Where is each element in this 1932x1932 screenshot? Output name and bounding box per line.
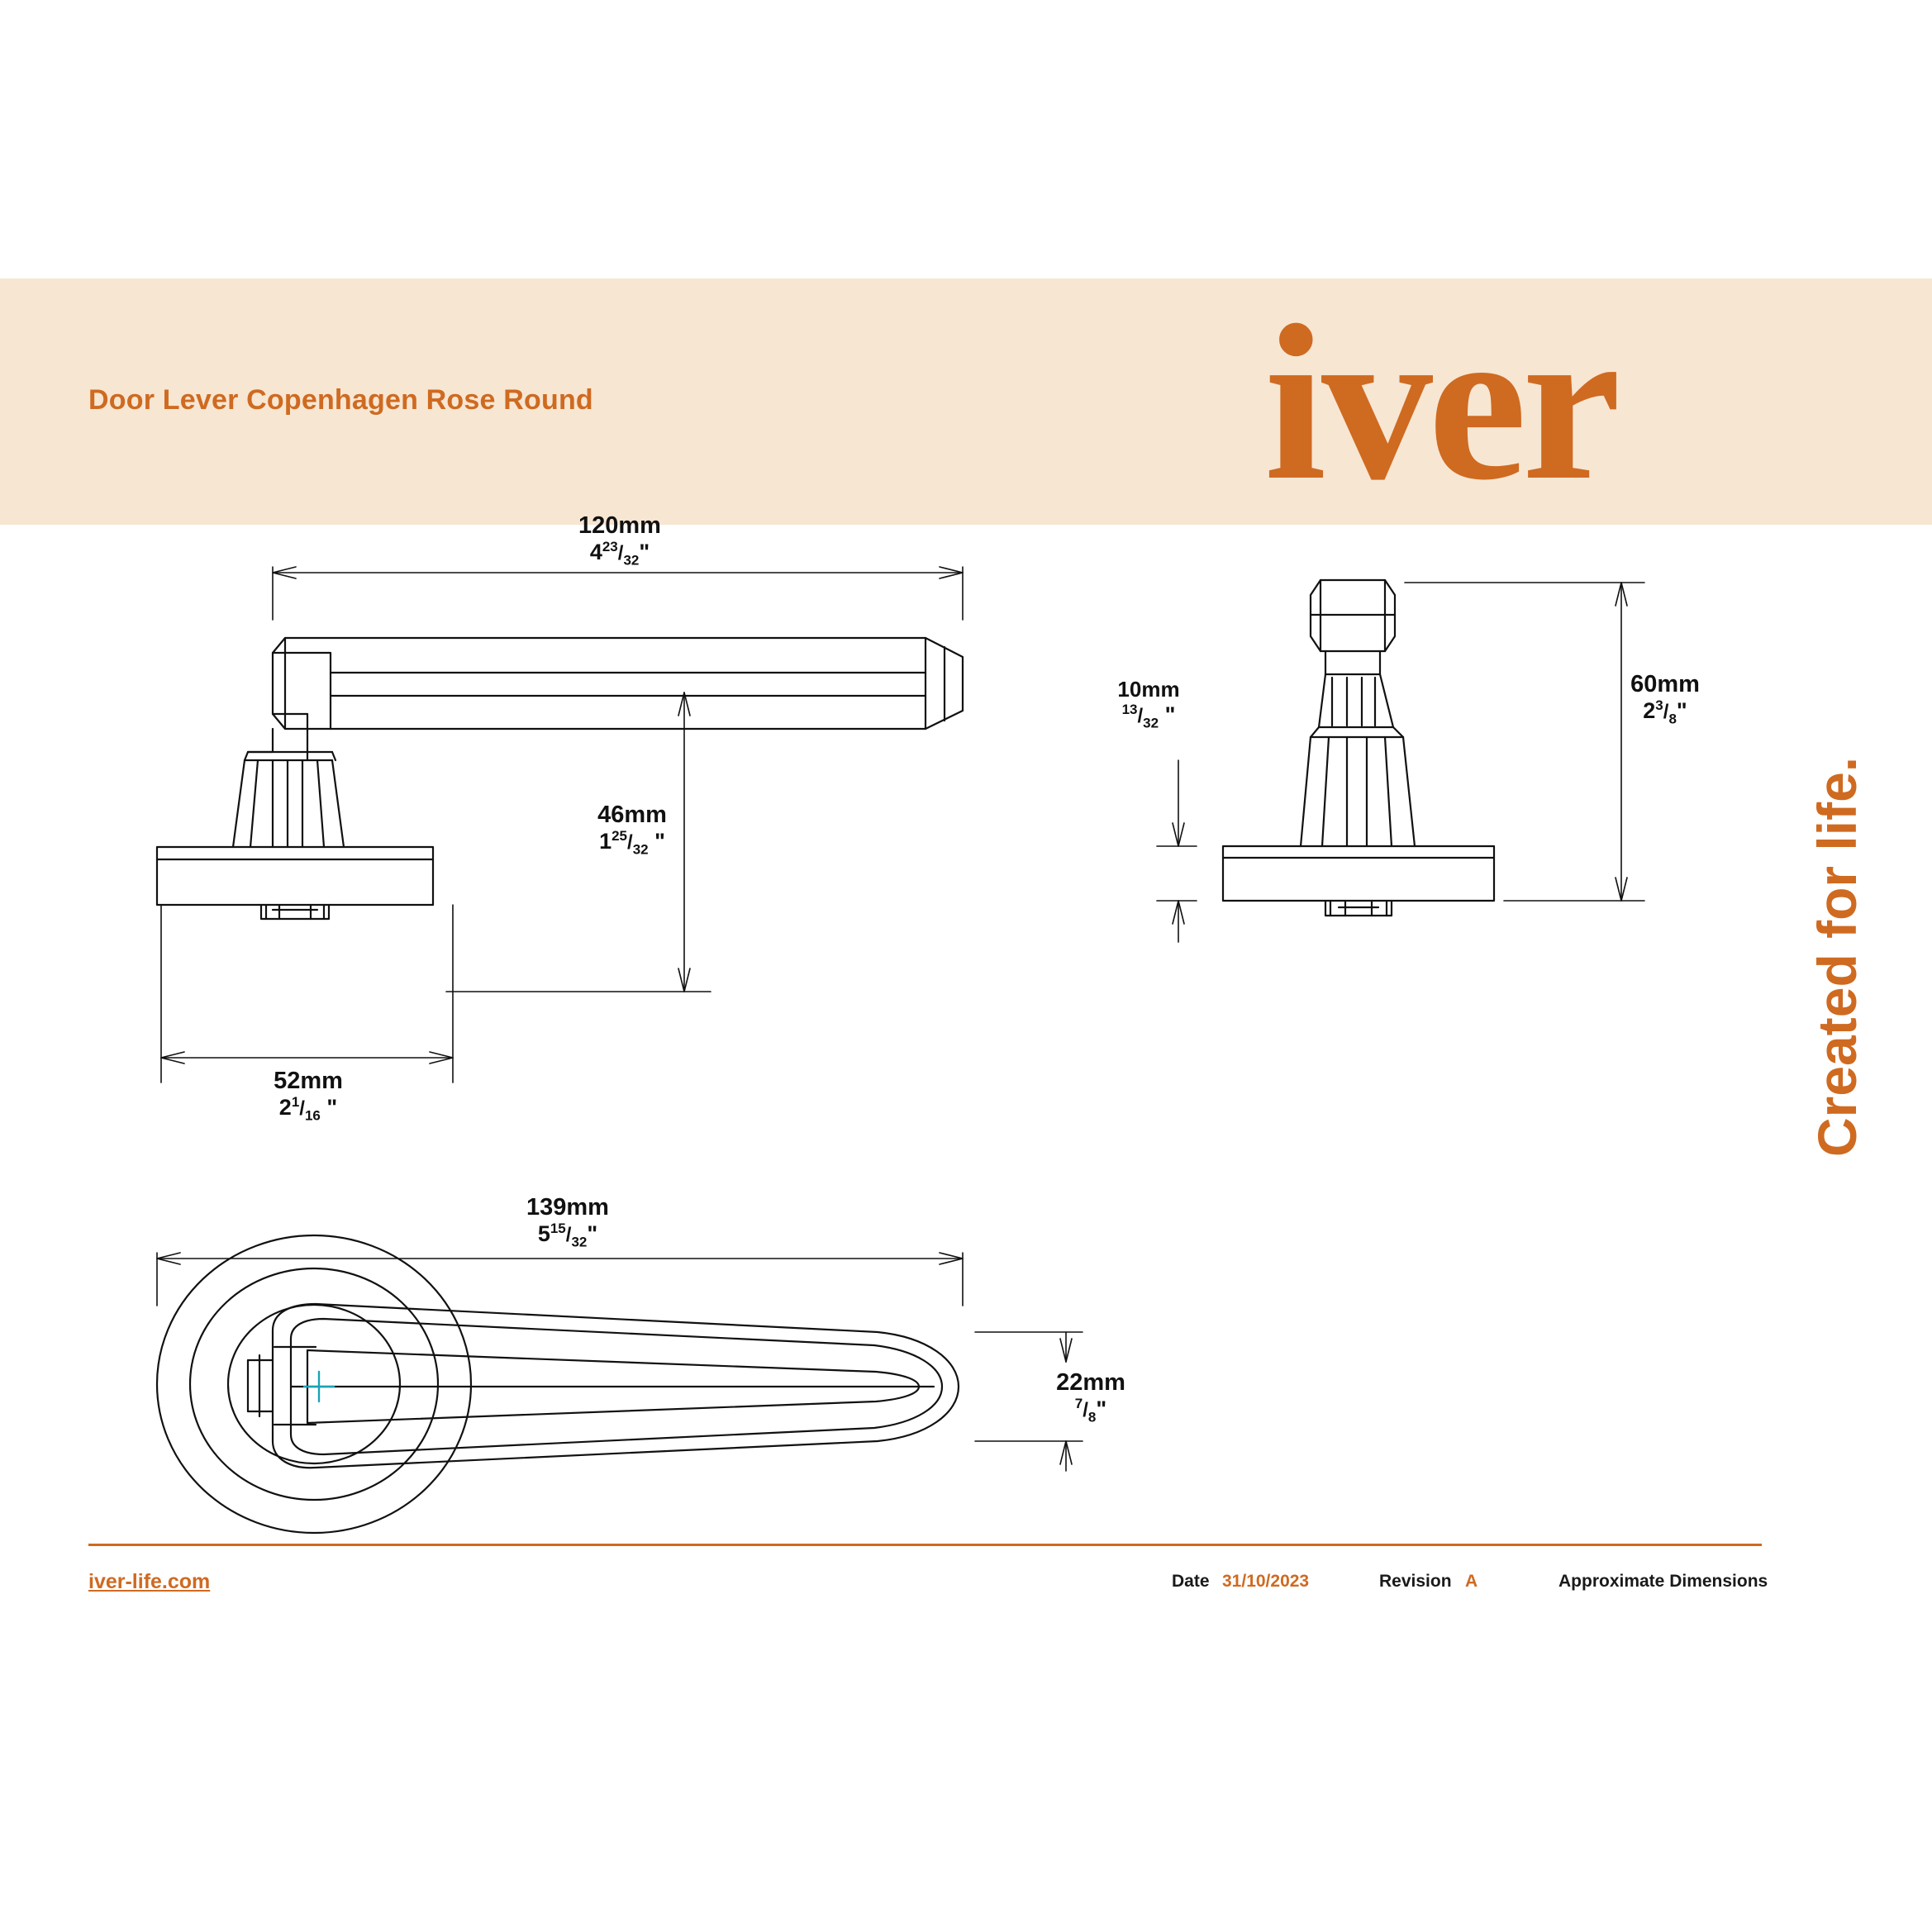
technical-drawing-canvas bbox=[0, 512, 1932, 1545]
side-elevation-spindle bbox=[261, 905, 329, 919]
dim-label-120mm: 120mm $4^{23}/_{32}$" bbox=[578, 512, 661, 569]
plan-view-rose bbox=[157, 1235, 471, 1533]
dim-label-52mm: 52mm $2^1/_{16}$ " bbox=[274, 1068, 343, 1124]
revision-label: Revision bbox=[1379, 1572, 1452, 1591]
dim-label-60mm: 60mm $2^3/_8$" bbox=[1630, 671, 1700, 727]
projection-view-spindle bbox=[1325, 901, 1392, 916]
dim-label-46mm: 46mm $1^{25}/_{32}$ " bbox=[597, 802, 667, 858]
footer-divider bbox=[88, 1544, 1762, 1546]
dim-60mm-line bbox=[1405, 583, 1644, 901]
dim-139mm-line bbox=[157, 1253, 963, 1306]
dim-10mm-line bbox=[1157, 760, 1197, 942]
dim-label-10mm: 10mm $^{13}/_{32}$ " bbox=[1117, 677, 1180, 731]
brand-logo bbox=[1264, 279, 1843, 526]
side-elevation-lever bbox=[273, 638, 963, 760]
projection-view-rose bbox=[1223, 846, 1494, 901]
side-elevation-rose bbox=[157, 847, 433, 905]
page-title: Door Lever Copenhagen Rose Round bbox=[88, 384, 593, 416]
projection-view-knob bbox=[1311, 580, 1395, 674]
plan-view-spindle-cross bbox=[304, 1372, 334, 1401]
plan-view-lever bbox=[248, 1304, 959, 1468]
approximate-dimensions-note: Approximate Dimensions bbox=[1558, 1572, 1768, 1591]
date-label: Date bbox=[1172, 1572, 1210, 1591]
dim-label-139mm: 139mm $5^{15}/_{32}$" bbox=[526, 1194, 609, 1250]
dim-label-22mm: 22mm $^7/_8$" bbox=[1056, 1369, 1125, 1425]
dim-52mm-line bbox=[161, 905, 453, 1083]
dim-120mm-line bbox=[273, 567, 963, 620]
drawing-svg bbox=[0, 512, 1932, 1545]
tagline: Created for life. bbox=[1806, 756, 1868, 1157]
revision-value: A bbox=[1465, 1572, 1478, 1591]
projection-view-neck bbox=[1301, 674, 1415, 846]
brand-logo-text: iver bbox=[1264, 279, 1616, 526]
date-value: 31/10/2023 bbox=[1222, 1572, 1310, 1591]
side-elevation-neck bbox=[233, 729, 344, 847]
website-link[interactable]: iver-life.com bbox=[88, 1570, 211, 1593]
